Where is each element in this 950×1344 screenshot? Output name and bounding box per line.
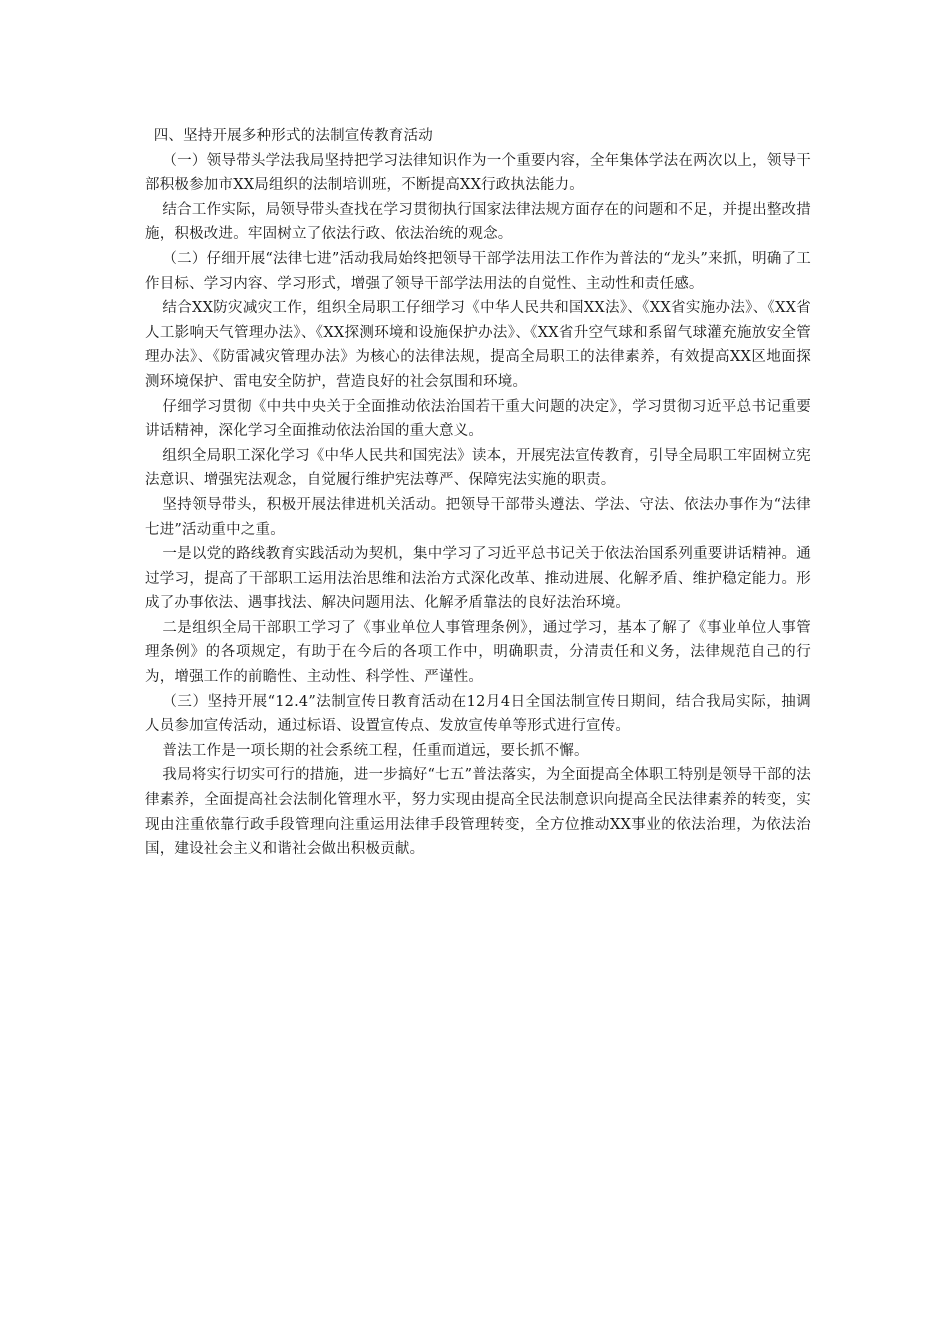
paragraph: 一是以党的路线教育实践活动为契机，集中学习了习近平总书记关于依法治国系列重要讲话精神。通过学习，提高了干部职工运用法治思维和法治方式深化改革、推动进展、化解矛盾、维护稳定能力。形成了办事依法、遇事找法、解决问题用法、化解矛盾靠法的良好法治环境。 — [145, 546, 811, 612]
paragraph: 普法工作是一项长期的社会系统工程，任重而道远，要长抓不懈。 — [162, 742, 589, 759]
document-body — [145, 124, 811, 862]
section-heading: 四、坚持开展多种形式的法制宣传教育活动 — [153, 128, 433, 144]
paragraph: 仔细学习贯彻《中共中央关于全面推动依法治国若干重大问题的决定》，学习贯彻习近平总书记重要讲话精神，深化学习全面推动依法治国的重大意义。 — [145, 398, 811, 440]
paragraph: 组织全局职工深化学习《中华人民共和国宪法》读本，开展宪法宣传教育，引导全局职工牢固树立宪法意识、增强宪法观念，自觉履行维护宪法尊严、保障宪法实施的职责。 — [145, 447, 811, 489]
paragraph: 坚持领导带头，积极开展法律进机关活动。把领导干部带头遵法、学法、守法、依法办事作为“法律七进”活动重中之重。 — [145, 496, 811, 538]
paragraph: （二）仔细开展“法律七进”活动我局始终把领导干部学法用法工作作为普法的“龙头”来抓，明确了工作目标、学习内容、学习形式，增强了领导干部学法用法的自觉性、主动性和责任感。 — [145, 250, 811, 292]
paragraph: 二是组织全局干部职工学习了《事业单位人事管理条例》，通过学习，基本了解了《事业单位人事管理条例》的各项规定，有助于在今后的各项工作中，明确职责，分清责任和义务，法律规范自己的行为，增强工作的前瞻性、主动性、科学性、严谨性。 — [145, 619, 811, 686]
paragraph: （三）坚持开展“12.4”法制宣传日教育活动在12月4日全国法制宣传日期间，结合我局实际，抽调人员参加宣传活动，通过标语、设置宣传点、发放宣传单等形式进行宣传。 — [145, 693, 811, 735]
paragraph: 我局将实行切实可行的措施，进一步搞好“七五”普法落实，为全面提高全体职工特别是领导干部的法律素养，全面提高社会法制化管理水平，努力实现由提高全民法制意识向提高全民法律素养的转变，实现由注重依靠行政手段管理向注重运用法律手段管理转变，全方位推动XX事业的依法治理，为依法治国，建设社会主义和谐社会做出积极贡献。 — [145, 767, 811, 858]
paragraph: （一）领导带头学法我局坚持把学习法律知识作为一个重要内容，全年集体学法在两次以上，领导干部积极参加市XX局组织的法制培训班，不断提高XX行政执法能力。 — [145, 152, 811, 194]
paragraph: 结合XX防灾减灾工作，组织全局职工仔细学习《中华人民共和国XX法》、《XX省实施办法》、《XX省人工影响天气管理办法》、《XX探测环境和设施保护办法》、《XX省升空气球和系留气球灌充施放安全管理办法》、《防雷减灾管理办法》为核心的法律法规，提高全局职工的法律素养，有效提高XX区地面探测环境保护、雷电安全防护，营造良好的社会氛围和环境。 — [145, 300, 811, 390]
paragraph: 结合工作实际，局领导带头查找在学习贯彻执行国家法律法规方面存在的问题和不足，并提出整改措施，积极改进。牢固树立了依法行政、依法治统的观念。 — [145, 201, 811, 243]
